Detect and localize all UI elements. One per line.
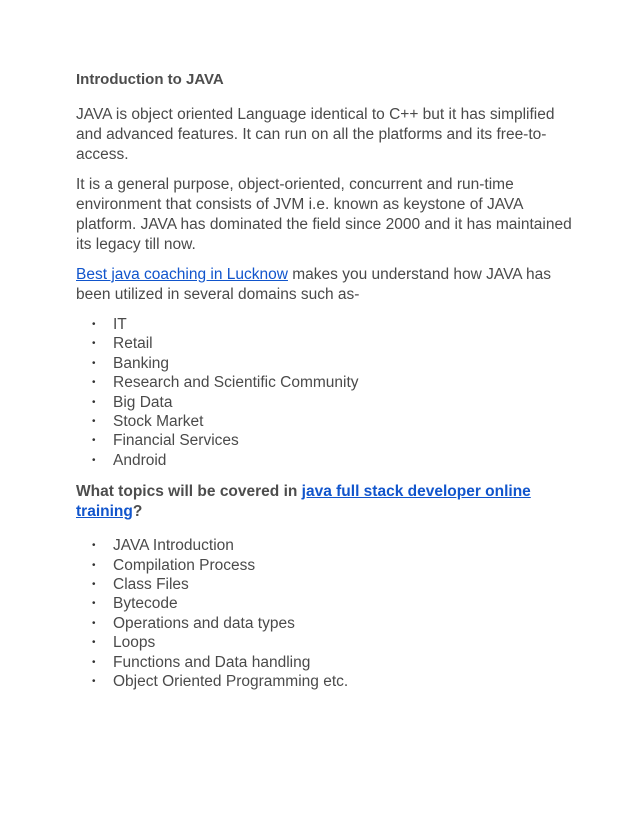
list-item: • Stock Market	[92, 413, 204, 431]
bullet-icon: •	[92, 338, 96, 350]
paragraph-coaching	[76, 265, 576, 305]
document-page	[76, 70, 576, 704]
coaching-link[interactable]: Best java coaching in Lucknow	[76, 266, 288, 283]
list-item: • Functions and Data handling	[92, 653, 311, 671]
list-item: • Research and Scientific Community	[92, 374, 359, 392]
bullet-icon: •	[92, 617, 96, 629]
bullet-icon: •	[92, 598, 96, 610]
document-title: Introduction to JAVA	[76, 71, 224, 88]
paragraph-intro: JAVA is object oriented Language identical to C++ but it has simplified and advanced features. It can run on all the platforms and its free-to-access.	[76, 106, 555, 163]
bullet-icon: •	[92, 377, 96, 389]
bullet-icon: •	[92, 416, 96, 428]
list-item: • Financial Services	[92, 432, 239, 450]
bullet-icon: •	[92, 579, 96, 591]
bullet-icon: •	[92, 676, 96, 688]
bullet-icon: •	[92, 435, 96, 447]
bullet-icon: •	[92, 637, 96, 649]
list-item: • Class Files	[92, 576, 189, 594]
list-item: • Bytecode	[92, 595, 178, 613]
paragraph-general-purpose: It is a general purpose, object-oriented, concurrent and run-time environment that consists of JVM i.e. known as keystone of JAVA platform. JAVA has dominated the field since 2000 and it has maintained its legacy till now.	[76, 176, 572, 253]
list-item: • Big Data	[92, 393, 173, 411]
topics-heading: What topics will be covered in java full stack developer online training?	[76, 483, 531, 521]
bullet-icon: •	[92, 656, 96, 668]
list-item: • Banking	[92, 354, 170, 372]
list-item: • Loops	[92, 634, 156, 652]
bullet-icon: •	[92, 357, 96, 369]
domains-list	[76, 315, 576, 470]
list-item: • Compilation Process	[92, 556, 256, 574]
bullet-icon: •	[92, 559, 96, 571]
list-item: • JAVA Introduction	[92, 537, 234, 555]
coaching-link-trailing-text: makes you understand how JAVA has been utilized in several domains such as-	[76, 266, 552, 303]
bullet-icon: •	[92, 319, 96, 330]
list-item: • Object Oriented Programming etc.	[92, 673, 349, 691]
bullet-icon: •	[92, 454, 96, 466]
bullet-icon: •	[92, 396, 96, 408]
list-item: • Android	[92, 451, 167, 469]
list-item: • Retail	[92, 335, 153, 353]
list-item: • IT	[92, 316, 127, 333]
bullet-icon: •	[92, 540, 96, 552]
list-item: • Operations and data types	[92, 614, 295, 632]
topics-list	[76, 536, 576, 691]
training-link[interactable]: java full stack developer online training	[76, 483, 531, 521]
